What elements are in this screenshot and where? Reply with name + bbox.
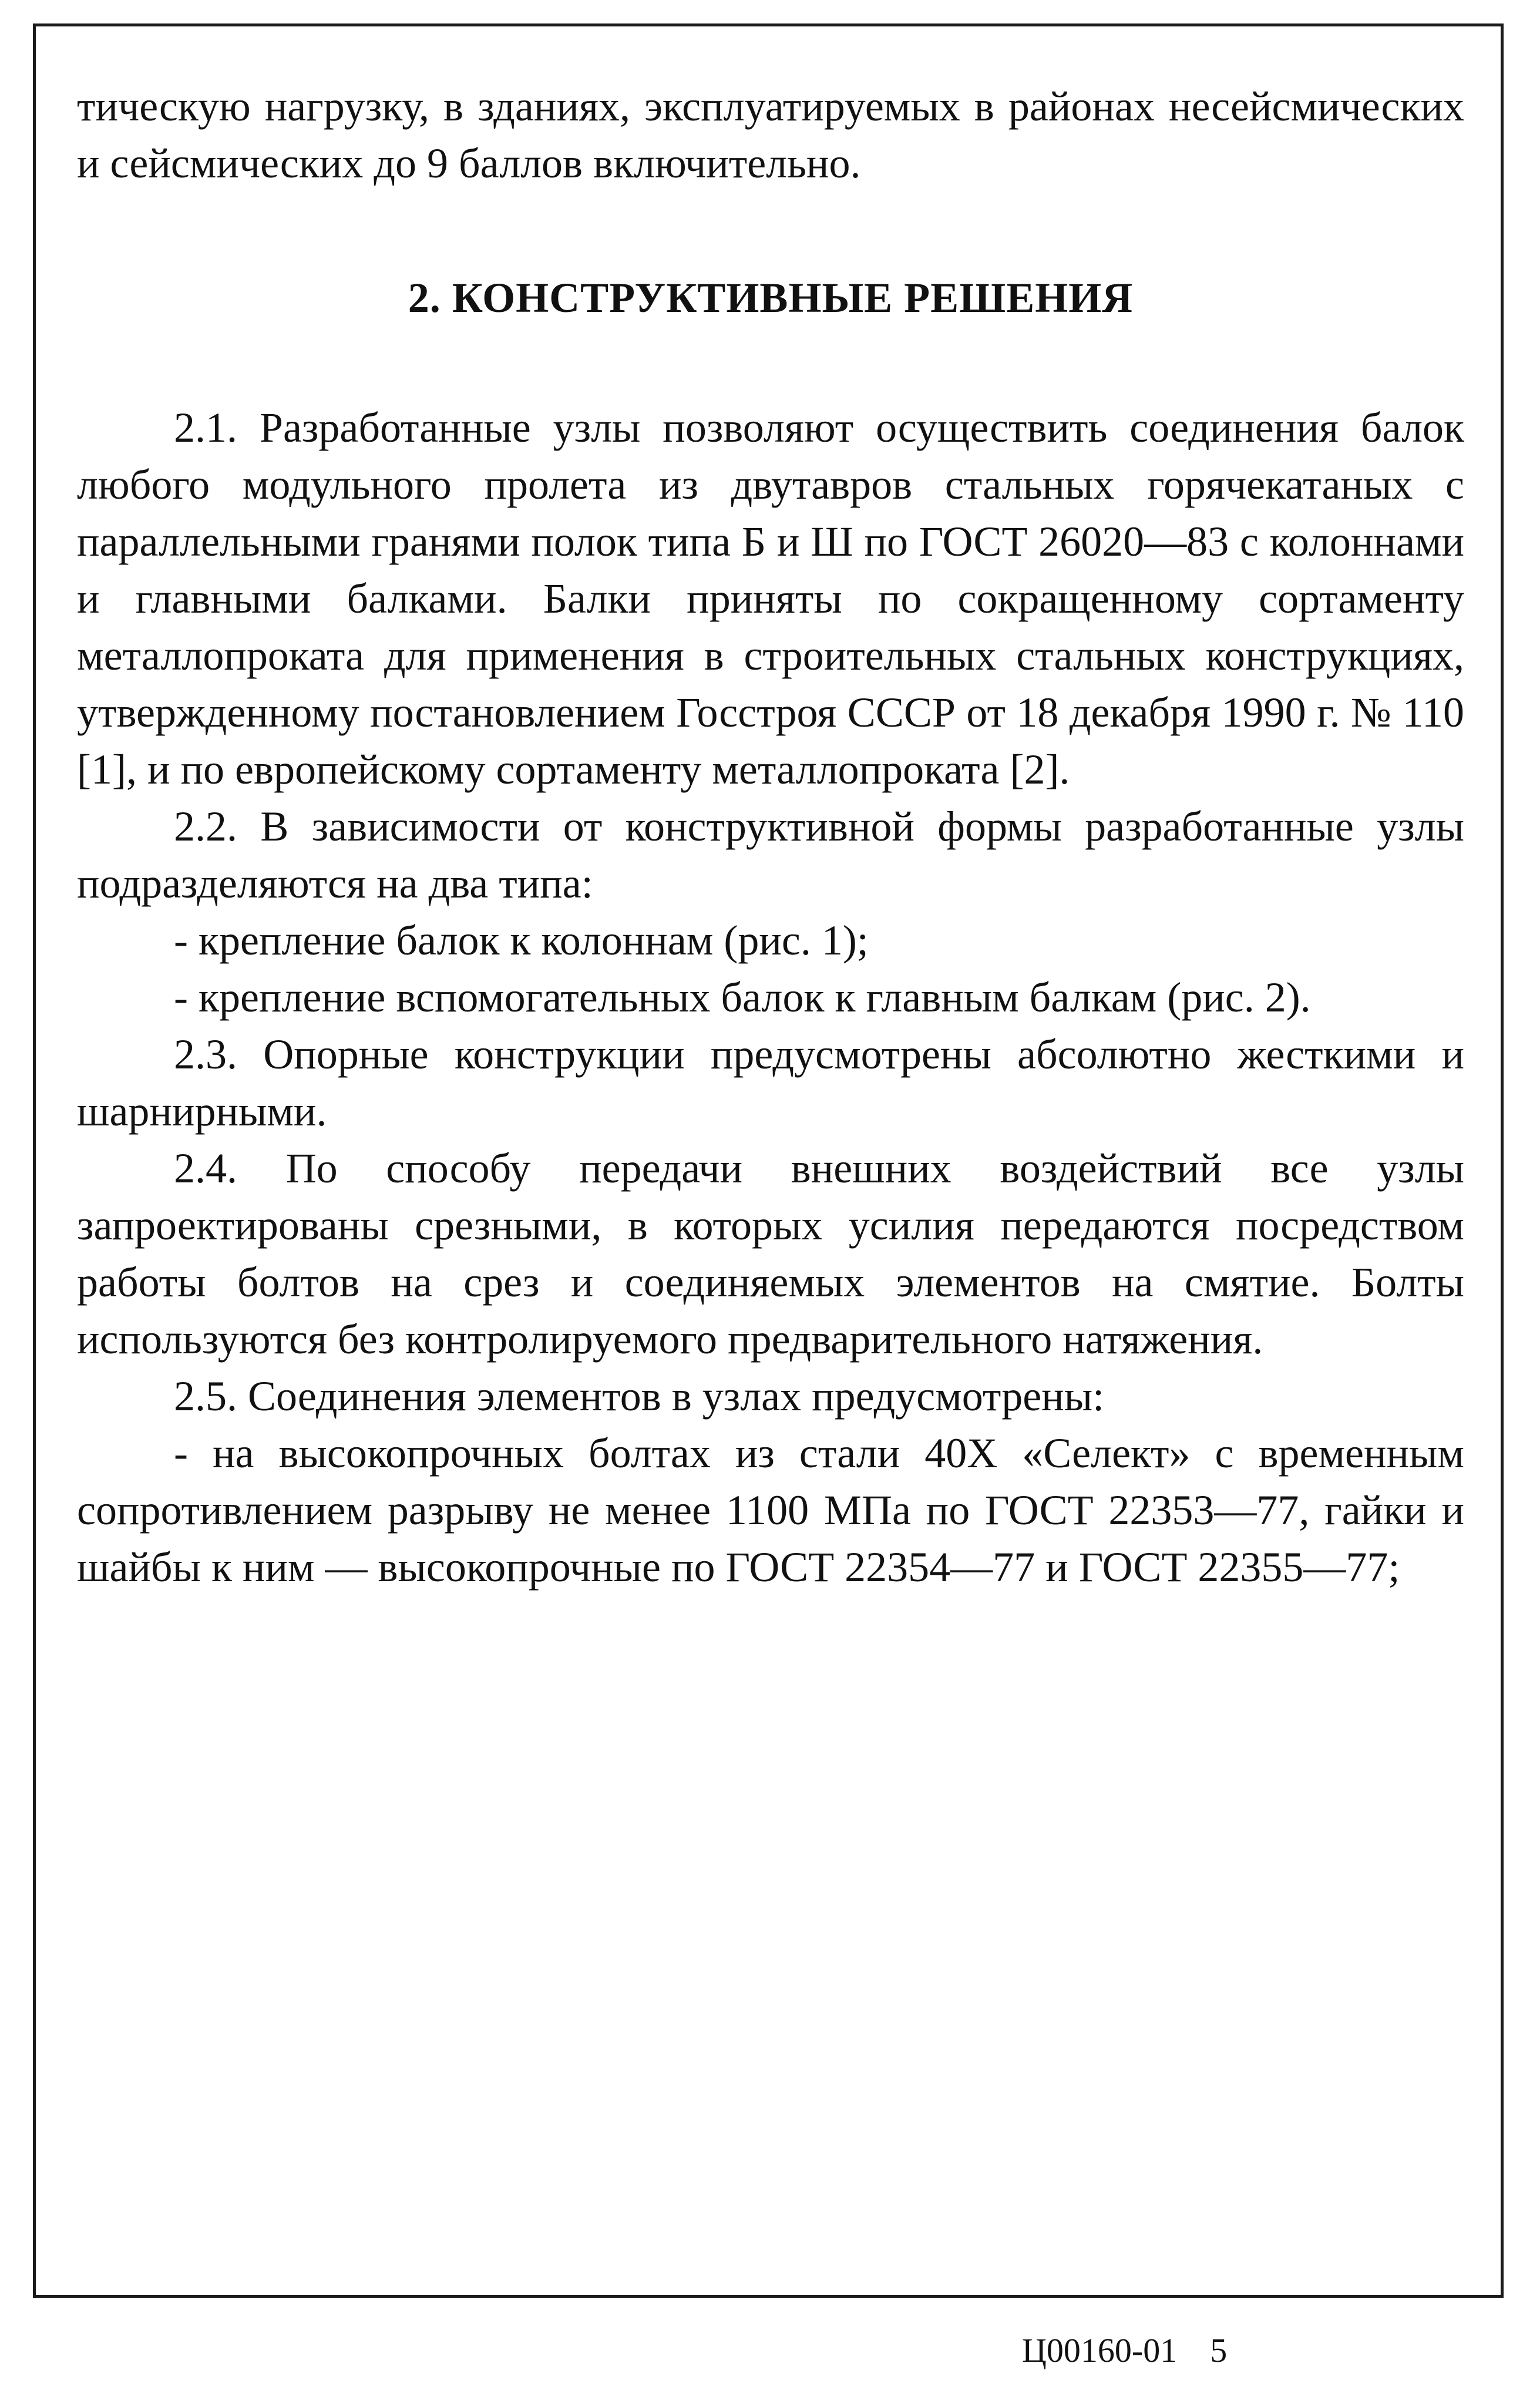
paragraph-2-1: 2.1. Разработанные узлы позволяют осуществить соединения балок любого модульного пролета из двутавров стальных горячекатаных с параллельными гранями полок типа Б и Ш по ГОСТ 26020—83 с колоннами и главными балками. Балки приняты по сокращенному сортаменту металлопроката для применения в строительных стальных конструкциях, утвержденному постановлением Госстроя СССР от 18 декабря 1990 г. № 110 [1], и по европейскому сортаменту металлопроката [2]. [77,404,1464,793]
document-body [77,78,1464,1596]
list-item-main-beams: - крепление вспомогательных балок к главным балкам (рис. 2). [174,974,1311,1021]
section-title: 2. КОНСТРУКТИВНЫЕ РЕШЕНИЯ [408,274,1134,321]
list-item-high-strength-bolts: - на высокопрочных болтах из стали 40Х «Селект» с временным сопротивлением разрыву не менее 1100 МПа по ГОСТ 22353—77, гайки и шайбы к ним — высокопрочные по ГОСТ 22354—77 и ГОСТ 22355—77; [77,1430,1464,1591]
page-number: 5 [1210,2331,1228,2369]
page-frame [33,23,1504,2298]
paragraph-2-3: 2.3. Опорные конструкции предусмотрены абсолютно жесткими и шарнирными. [77,1031,1464,1135]
paragraph-2-4: 2.4. По способу передачи внешних воздействий все узлы запроектированы срезными, в которых усилия передаются посредством работы болтов на срез и соединяемых элементов на смятие. Болты используются без контролируемого предварительного натяжения. [77,1145,1464,1363]
list-item-columns: - крепление балок к колоннам (рис. 1); [174,917,869,964]
intro-paragraph: тическую нагрузку, в зданиях, эксплуатируемых в районах несейсмических и сейсмических до 9 баллов включительно. [77,83,1464,187]
paragraph-2-5: 2.5. Соединения элементов в узлах предусмотрены: [174,1373,1105,1420]
document-code: Ц00160-01 [1022,2331,1178,2369]
paragraph-2-2: 2.2. В зависимости от конструктивной формы разработанные узлы подразделяются на два типа: [77,803,1464,907]
page-footer [1022,2331,1227,2370]
